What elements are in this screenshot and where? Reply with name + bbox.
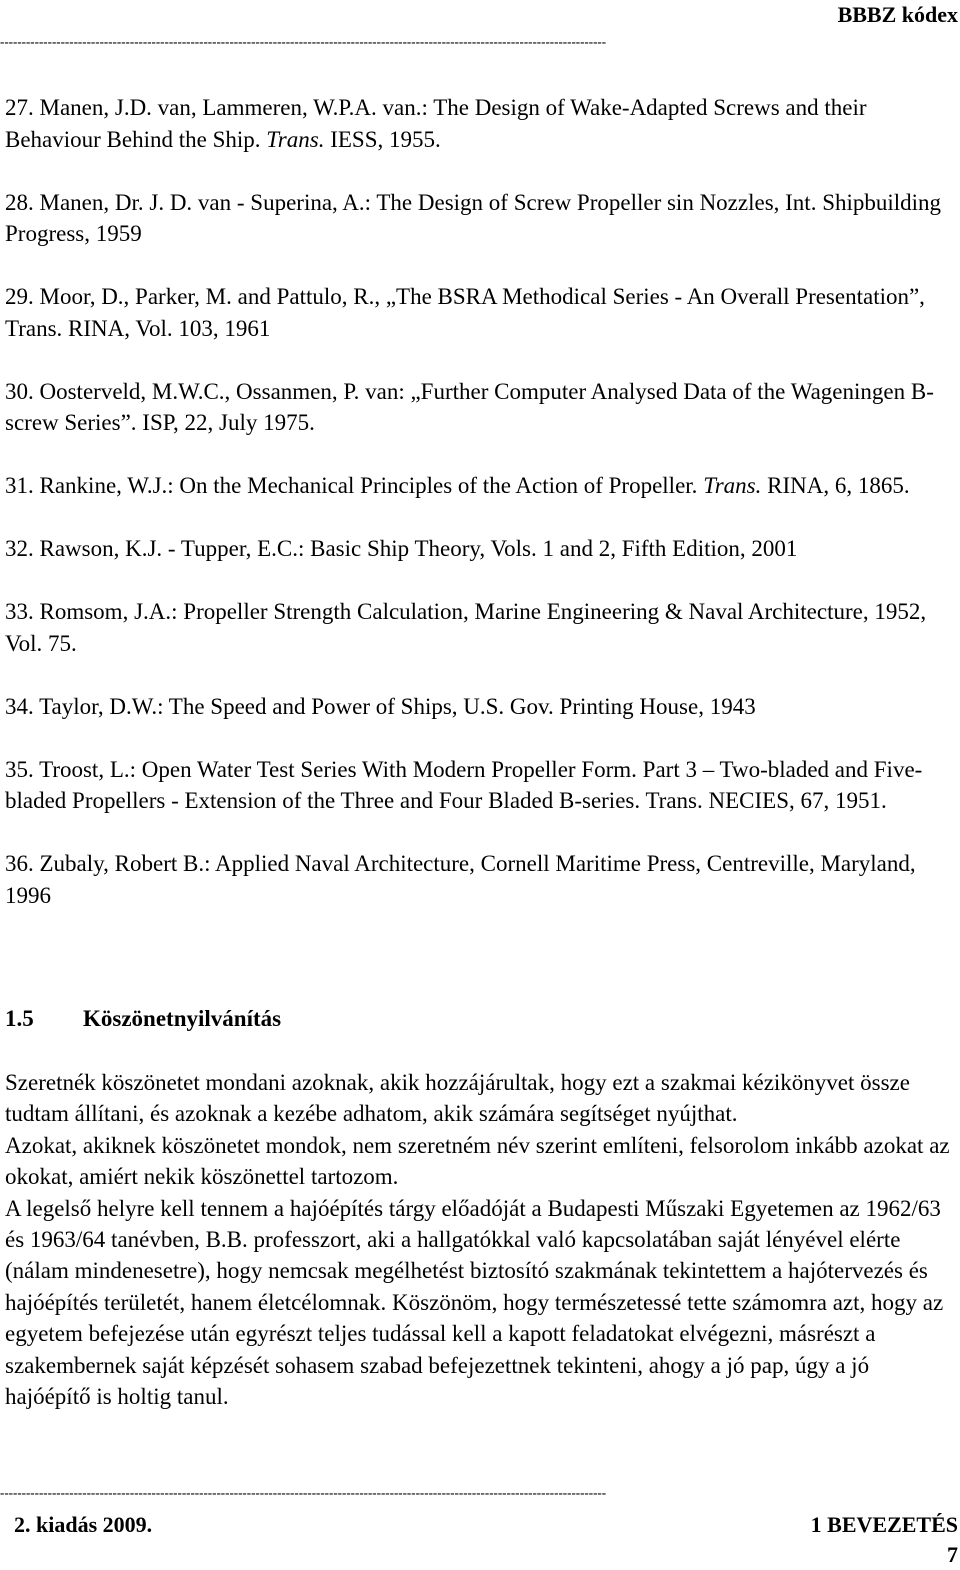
paragraph: Azokat, akiknek köszönetet mondok, nem szeretném név szerint említeni, felsorolom inkább azokat az okokat, amiért nekik köszönettel tartozom. <box>5 1132 950 1190</box>
reference-text: 35. Troost, L.: Open Water Test Series With Modern Propeller Form. Part 3 – Two-bladed and Five-bladed Propellers - Extension of the Three and Four Bladed B-series. Trans. NECIES, 67, 1951. <box>5 756 923 813</box>
reference-text: 28. Manen, Dr. J. D. van - Superina, A.: The Design of Screw Propeller sin Nozzles, Int. Shipbuilding Progress, 1959 <box>5 189 942 246</box>
reference-list <box>5 92 957 943</box>
section-heading <box>5 1006 281 1032</box>
paragraph: Szeretnék köszönetet mondani azoknak, akik hozzájárultak, hogy ezt a szakmai kézikönyvet össze tudtam állítani, és azoknak a kezébe adhatom, akik számára segítséget nyújthat. <box>5 1070 910 1127</box>
reference-item <box>5 533 957 565</box>
reference-italic-text: Trans. <box>703 473 762 498</box>
reference-text: 32. Rawson, K.J. - Tupper, E.C.: Basic Ship Theory, Vols. 1 and 2, Fifth Edition, 2001 <box>5 536 798 561</box>
reference-item <box>5 848 957 911</box>
reference-text: 29. Moor, D., Parker, M. and Pattulo, R., „The BSRA Methodical Series - An Overall Presentation”, Trans. RINA, Vol. 103, 1961 <box>5 284 925 341</box>
reference-text: 36. Zubaly, Robert B.: Applied Naval Architecture, Cornell Maritime Press, Centreville, Maryland, 1996 <box>5 851 916 908</box>
reference-item <box>5 187 957 250</box>
reference-text: 34. Taylor, D.W.: The Speed and Power of Ships, U.S. Gov. Printing House, 1943 <box>5 693 756 719</box>
header-divider: -------------------------------------------------------------------------------------------------------------------------------------------- <box>0 35 607 49</box>
reference-item <box>5 376 957 439</box>
page-number: 7 <box>947 1542 958 1567</box>
reference-item <box>5 754 957 817</box>
section-title: Köszönetnyilvánítás <box>83 1006 282 1031</box>
reference-item <box>5 470 957 502</box>
footer-divider: -------------------------------------------------------------------------------------------------------------------------------------------- <box>0 1486 607 1500</box>
reference-item <box>5 596 957 659</box>
reference-text: 31. Rankine, W.J.: On the Mechanical Principles of the Action of Propeller. <box>5 473 704 498</box>
section-number: 1.5 <box>5 1006 34 1031</box>
reference-text-tail: IESS, 1955. <box>324 126 441 152</box>
acknowledgement-body <box>5 1067 959 1412</box>
reference-text: 30. Oosterveld, M.W.C., Ossanmen, P. van: „Further Computer Analysed Data of the Wageningen B-screw Series”. ISP, 22, July 1975. <box>5 378 934 435</box>
reference-text: 27. Manen, J.D. van, Lammeren, W.P.A. van.: The Design of Wake-Adapted Screws and their Behaviour Behind the Ship. <box>5 95 867 152</box>
reference-item <box>5 281 957 344</box>
reference-italic-text: Trans. <box>266 126 325 152</box>
reference-item <box>5 691 957 723</box>
paragraph: A legelső helyre kell tennem a hajóépítés tárgy előadóját a Budapesti Műszaki Egyetemen az 1962/63 és 1963/64 tanévben, B.B. professzort, aki a hallgatókkal való kapcsolatában saját lényével elérte (nálam mindenesetre), hogy nemcsak megélhetést biztosító szakmának tekintettem a hajótervezés és hajóépítés területét, hanem életcélomnak. Köszönöm, hogy természetessé tette számomra azt, hogy az egyetem befejezése után egyrészt teljes tudással kell a kapott feladatokat elvégezni, másrészt a szakembernek saját képzését sohasem szabad befejezettnek tekinteni, ahogy a jó pap, úgy a jó hajóépítő is holtig tanul. <box>5 1195 944 1410</box>
document-header-title: BBBZ kódex <box>837 2 958 27</box>
reference-text: 33. Romsom, J.A.: Propeller Strength Calculation, Marine Engineering & Naval Architecture, 1952, Vol. 75. <box>5 599 927 656</box>
reference-text-tail: RINA, 6, 1865. <box>761 473 910 498</box>
reference-item <box>5 92 957 155</box>
footer-chapter: 1 BEVEZETÉS <box>810 1512 958 1537</box>
footer-edition: 2. kiadás 2009. <box>14 1512 153 1537</box>
